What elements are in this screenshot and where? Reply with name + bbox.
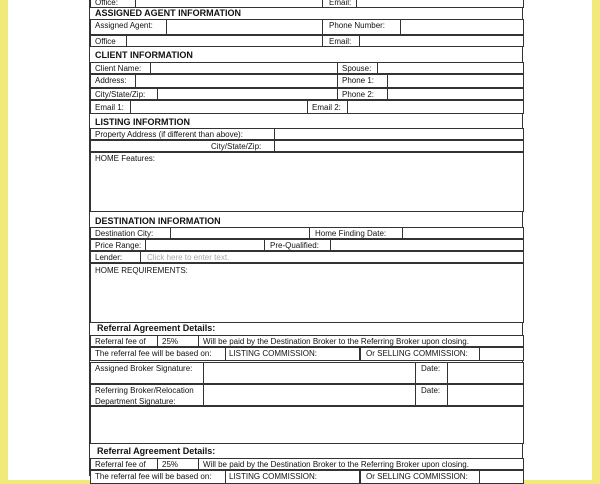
phone-number-field[interactable] [400,19,524,35]
phone-number-label: Phone Number: [329,21,386,30]
destination-city-field[interactable] [170,227,310,239]
referral1-selling-commission-label: Or SELLING COMMISSION: [366,349,468,358]
referral1-listing-commission-label: LISTING COMMISSION: [229,349,318,358]
agent-email-field[interactable] [359,35,524,47]
client-city-field[interactable] [157,88,338,100]
document-page [8,0,592,480]
assigned-signature-date-field[interactable] [447,362,524,384]
address-label: Address: [95,76,127,85]
client-city-label: City/State/Zip: [95,90,146,99]
prequalified-label: Pre-Qualified: [270,241,319,250]
home-features-label: HOME Features: [95,154,156,163]
referral1-fee-label: Referral fee of [95,337,146,346]
referral2-heading: Referral Agreement Details: [97,446,216,456]
client-name-label: Client Name: [95,64,142,73]
office-label: Office: [95,0,118,7]
listing-city-label: City/State/Zip: [211,142,262,151]
agent-office-label: Office [95,37,116,46]
assigned-signature-date-label: Date: [421,364,441,373]
referring-signature-label-line1: Referring Broker/Relocation [95,386,194,395]
referral2-fee-label: Referral fee of [95,460,146,469]
notes-box[interactable] [90,406,524,444]
client-section-heading: CLIENT INFORMATION [95,50,193,60]
referring-signature-date-field[interactable] [447,384,524,406]
lender-label: Lender: [95,253,123,262]
agent-section-heading: ASSIGNED AGENT INFORMATION [95,8,241,18]
home-finding-date-label: Home Finding Date: [315,229,387,238]
phone2-field[interactable] [387,88,524,100]
listing-section-heading: LISTING INFORMTION [95,117,190,127]
email-label: Email: [329,0,352,7]
referring-signature-date-label: Date: [421,386,441,395]
agent-office-field[interactable] [126,35,323,47]
address-field[interactable] [135,74,338,88]
phone1-label: Phone 1: [342,76,375,85]
referral2-fee-text: Will be paid by the Destination Broker to the Referring Broker upon closing. [203,460,469,469]
lender-placeholder: Click here to enter text. [147,253,230,262]
email1-field[interactable] [130,100,308,114]
referral2-basis-label: The referral fee will be based on: [95,472,212,481]
email2-field[interactable] [347,100,524,114]
home-finding-date-field[interactable] [402,227,524,239]
email-field[interactable] [356,0,524,8]
assigned-agent-field[interactable] [166,19,323,35]
phone2-label: Phone 2: [342,90,375,99]
destination-section-heading: DESTINATION INFORMATION [95,216,221,226]
client-name-field[interactable] [150,62,338,74]
price-range-label: Price Range: [95,241,142,250]
assigned-signature-field[interactable] [203,362,416,384]
destination-city-label: Destination City: [95,229,154,238]
referral1-fee-value: 25% [162,337,179,346]
home-requirements-label: HOME REQUIREMENTS: [95,266,188,275]
referral1-basis-label: The referral fee will be based on: [95,349,212,358]
agent-email-label: Email: [329,37,352,46]
assigned-signature-label: Assigned Broker Signature: [95,364,193,373]
prequalified-field[interactable] [330,239,524,251]
property-address-label: Property Address (if different than above): [95,130,243,139]
referral1-fee-text: Will be paid by the Destination Broker to the Referring Broker upon closing. [203,337,469,346]
spouse-field[interactable] [377,62,524,74]
price-range-field[interactable] [145,239,265,251]
email2-label: Email 2: [312,103,341,112]
referring-signature-field[interactable] [203,384,416,406]
referral2-fee-value: 25% [162,460,179,469]
referring-signature-label-line2: Department Signature: [95,397,176,406]
phone1-field[interactable] [387,74,524,88]
referral-form [89,0,523,481]
email1-label: Email 1: [95,103,124,112]
property-address-field[interactable] [274,128,524,140]
listing-city-field[interactable] [274,140,524,152]
referral1-heading: Referral Agreement Details: [97,323,216,333]
spouse-label: Spouse: [342,64,372,73]
assigned-agent-label: Assigned Agent: [95,21,153,30]
referral2-listing-commission-label: LISTING COMMISSION: [229,472,318,481]
referral2-selling-commission-label: Or SELLING COMMISSION: [366,472,468,481]
home-features-box[interactable] [90,152,524,212]
office-field[interactable] [135,0,323,8]
